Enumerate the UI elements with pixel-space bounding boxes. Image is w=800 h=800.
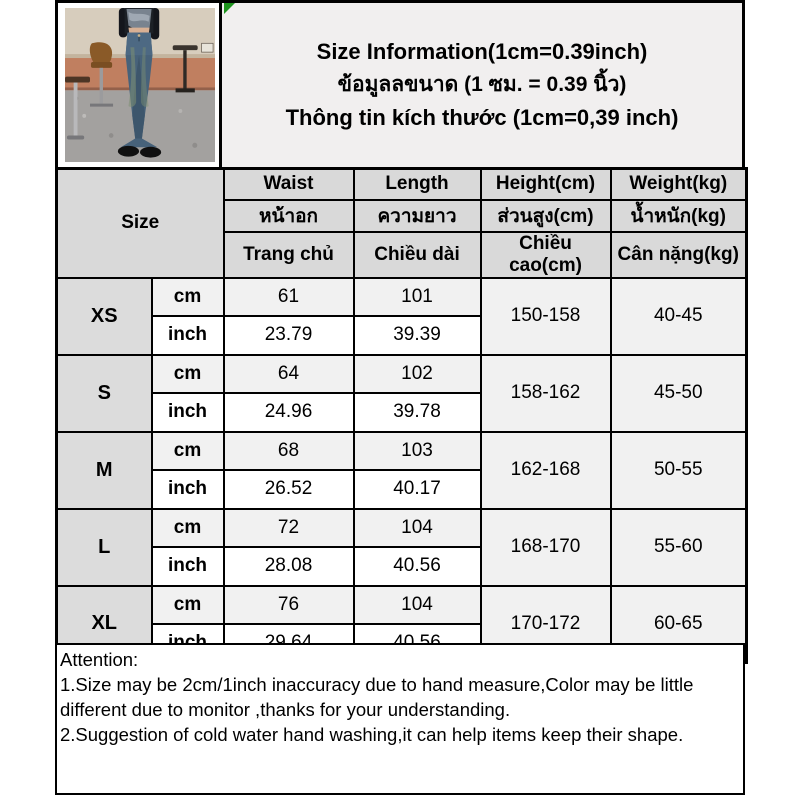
attention-box [55, 643, 745, 795]
xs-waist-inch: 23.79 [224, 316, 354, 355]
size-label-l: L [57, 509, 152, 586]
xs-length-inch: 39.39 [354, 316, 481, 355]
attention-item-2: 2.Suggestion of cold water hand washing,it can help items keep their shape. [60, 724, 684, 745]
size-label-xl: XL [57, 586, 152, 663]
xs-waist-cm: 61 [224, 278, 354, 316]
header-row-english [57, 169, 747, 200]
xs-weight: 40-45 [611, 278, 747, 355]
col-header-weight-vi: Cân nặng(kg) [611, 232, 747, 278]
m-length-cm: 103 [354, 432, 481, 470]
product-photo [65, 8, 215, 162]
col-header-height-th: ส่วนสูง(cm) [481, 200, 611, 232]
title-vietnamese: Thông tin kích thước (1cm=0,39 inch) [285, 105, 679, 130]
col-header-waist-en: Waist [224, 169, 354, 200]
unit-label-cm: cm [152, 278, 224, 316]
col-header-waist-th: หน้าอก [224, 200, 354, 232]
m-weight: 50-55 [611, 432, 747, 509]
l-weight: 55-60 [611, 509, 747, 586]
product-photo-cell [55, 0, 222, 170]
title-thai: ข้อมูลลขนาด (1 ซม. = 0.39 นิ้ว) [337, 73, 627, 96]
col-header-weight-en: Weight(kg) [611, 169, 747, 200]
xs-length-cm: 101 [354, 278, 481, 316]
unit-label-cm: cm [152, 509, 224, 547]
m-waist-inch: 26.52 [224, 470, 354, 509]
title-block [219, 0, 745, 170]
col-header-length-en: Length [354, 169, 481, 200]
unit-label-cm: cm [152, 432, 224, 470]
xl-waist-cm: 76 [224, 586, 354, 624]
size-label-xs: XS [57, 278, 152, 355]
col-header-height-vi: Chiều cao(cm) [481, 232, 611, 278]
size-table [55, 167, 748, 664]
unit-label-inch: inch [152, 470, 224, 509]
col-header-length-th: ความยาว [354, 200, 481, 232]
attention-item-1: 1.Size may be 2cm/1inch inaccuracy due to hand measure,Color may be little different due to monitor ,thanks for your understanding. [60, 674, 694, 720]
col-header-height-en: Height(cm) [481, 169, 611, 200]
col-header-waist-vi: Trang chủ [224, 232, 354, 278]
xs-height: 150-158 [481, 278, 611, 355]
m-height: 162-168 [481, 432, 611, 509]
attention-label: Attention: [60, 649, 139, 670]
s-waist-inch: 24.96 [224, 393, 354, 432]
m-length-inch: 40.17 [354, 470, 481, 509]
unit-label-cm: cm [152, 355, 224, 393]
col-header-length-vi: Chiều dài [354, 232, 481, 278]
green-corner-marker-icon [224, 3, 235, 14]
xl-weight: 60-65 [611, 586, 747, 663]
table-row-s-cm [57, 355, 747, 393]
m-waist-cm: 68 [224, 432, 354, 470]
s-length-cm: 102 [354, 355, 481, 393]
s-weight: 45-50 [611, 355, 747, 432]
s-waist-cm: 64 [224, 355, 354, 393]
s-height: 158-162 [481, 355, 611, 432]
size-label-m: M [57, 432, 152, 509]
s-length-inch: 39.78 [354, 393, 481, 432]
unit-label-inch: inch [152, 547, 224, 586]
l-height: 168-170 [481, 509, 611, 586]
col-header-weight-th: น้ำหนัก(kg) [611, 200, 747, 232]
l-waist-cm: 72 [224, 509, 354, 547]
unit-label-cm: cm [152, 586, 224, 624]
xl-length-cm: 104 [354, 586, 481, 624]
table-row-m-cm [57, 432, 747, 470]
size-label-s: S [57, 355, 152, 432]
title-english: Size Information(1cm=0.39inch) [316, 39, 648, 64]
unit-label-inch: inch [152, 393, 224, 432]
table-row-xl-cm [57, 586, 747, 624]
l-length-cm: 104 [354, 509, 481, 547]
table-row-l-cm [57, 509, 747, 547]
unit-label-inch: inch [152, 316, 224, 355]
l-waist-inch: 28.08 [224, 547, 354, 586]
l-length-inch: 40.56 [354, 547, 481, 586]
table-row-xs-cm [57, 278, 747, 316]
size-header-cell: Size [57, 169, 224, 278]
xl-height: 170-172 [481, 586, 611, 663]
